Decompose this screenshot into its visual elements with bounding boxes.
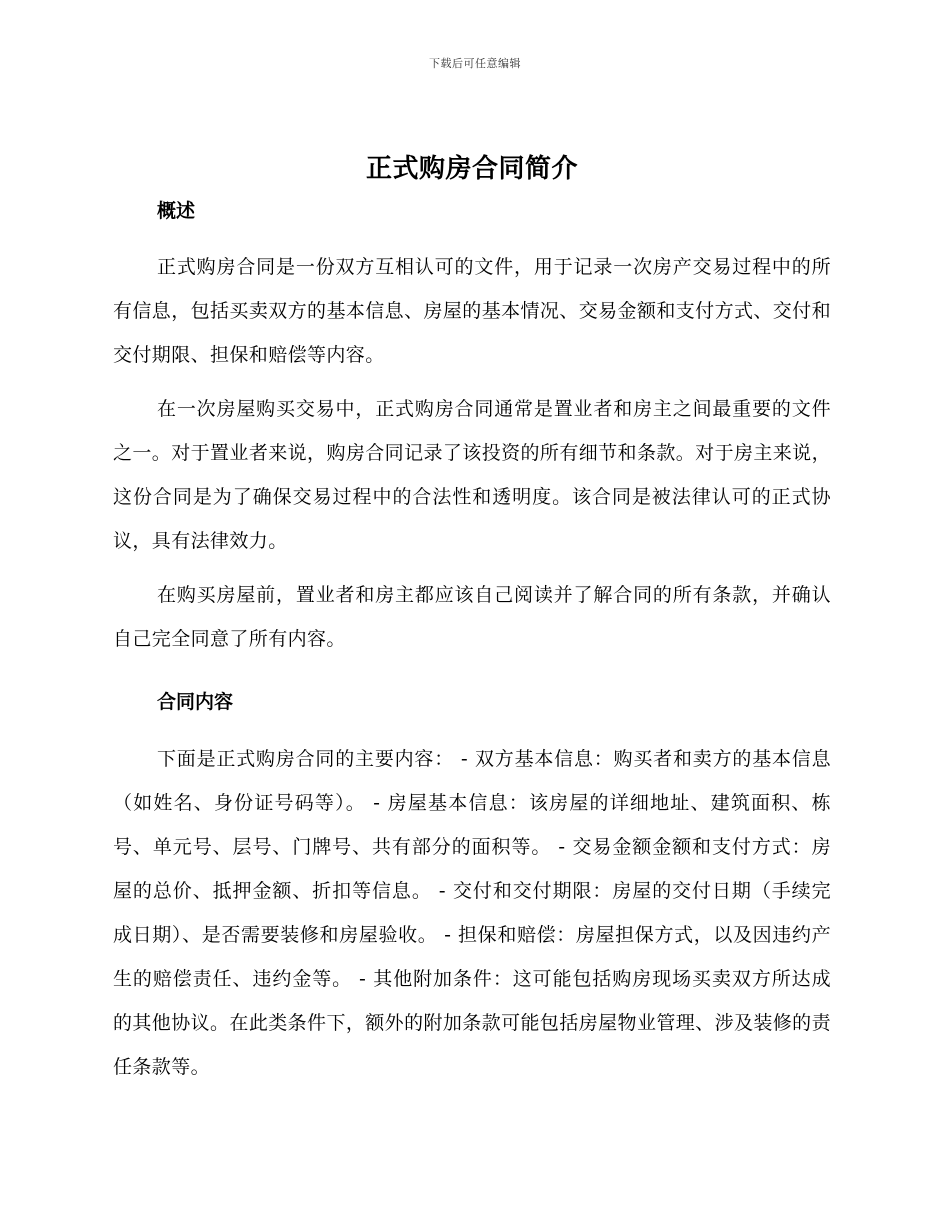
overview-paragraph-1: 正式购房合同是一份双方互相认可的文件，用于记录一次房产交易过程中的所有信息，包括买卖双方的基本信息、房屋的基本情况、交易金额和支付方式、交付和交付期限、担保和赔偿等内容。 [113,256,831,366]
document-body [113,148,831,1089]
contract-contents-paragraph: 下面是正式购房合同的主要内容： - 双方基本信息：购买者和卖方的基本信息（如姓名、身份证号码等）。 - 房屋基本信息：该房屋的详细地址、建筑面积、栋号、单元号、层号、门牌号、共有部分的面积等。 - 交易金额金额和支付方式：房屋的总价、抵押金额、折扣等信息。 - 交付和交付期限：房屋的交付日期（手续完成日期）、是否需要装修和房屋验收。 - 担保和赔偿：房屋担保方式，以及因违约产生的赔偿责任、违约金等。 - 其他附加条件：这可能包括购房现场买卖双方所达成的其他协议。在此类条件下，额外的附加条款可能包括房屋物业管理、涉及装修的责任条款等。 [113,748,831,1078]
header-note: 下载后可任意编辑 [429,57,521,70]
section-heading-contract-contents: 合同内容 [157,691,234,713]
section-heading-overview: 概述 [157,200,196,222]
overview-paragraph-2: 在一次房屋购买交易中，正式购房合同通常是置业者和房主之间最重要的文件之一。对于置业者来说，购房合同记录了该投资的所有细节和条款。对于房主来说，这份合同是为了确保交易过程中的合法性和透明度。该合同是被法律认可的正式协议，具有法律效力。 [113,398,831,552]
overview-paragraph-3: 在购买房屋前，置业者和房主都应该自己阅读并了解合同的所有条款，并确认自己完全同意了所有内容。 [113,584,831,650]
document-title: 正式购房合同简介 [365,154,578,184]
